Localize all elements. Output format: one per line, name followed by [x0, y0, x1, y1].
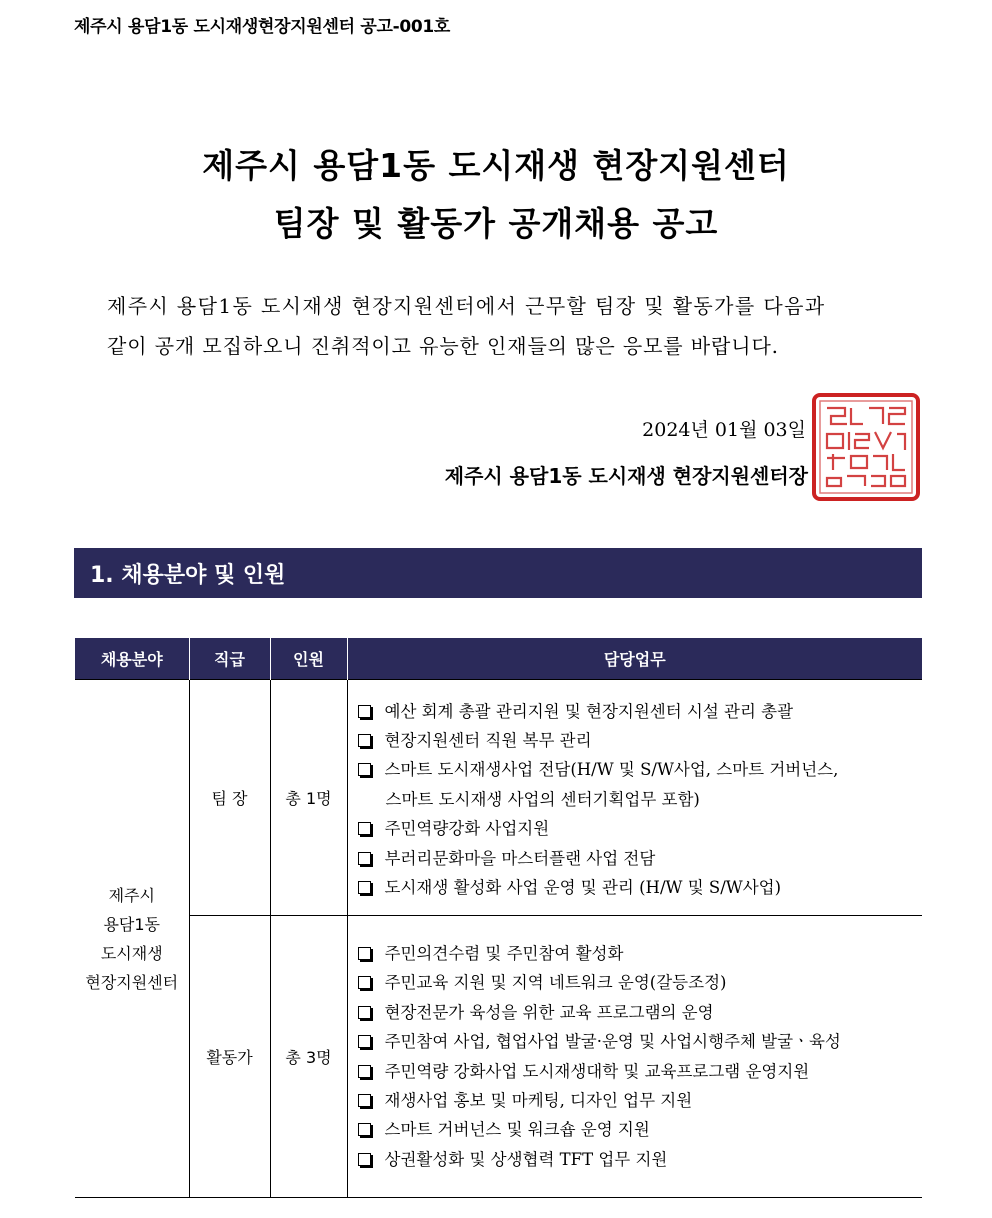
list-item: 주민참여 사업, 협업사업 발굴·운영 및 사업시행주체 발굴ㆍ육성 — [358, 1027, 923, 1056]
header-rank: 직급 — [189, 638, 270, 680]
list-item: 주민역량강화 사업지원 — [358, 814, 923, 843]
table-row-team-leader — [75, 680, 922, 916]
checkbox-bullet-icon — [358, 976, 371, 989]
list-item: 스마트 거버넌스 및 워크숍 운영 지원 — [358, 1115, 923, 1144]
checkbox-bullet-icon — [358, 1035, 371, 1048]
list-item: 스마트 도시재생사업 전담(H/W 및 S/W사업, 스마트 거버넌스, — [358, 755, 923, 784]
checkbox-bullet-icon — [358, 822, 371, 835]
list-item: 주민교육 지원 및 지역 네트워크 운영(갈등조정) — [358, 968, 923, 997]
checkbox-bullet-icon — [358, 1153, 371, 1166]
table-header-row — [75, 638, 922, 680]
list-item: 상권활성화 및 상생협력 TFT 업무 지원 — [358, 1145, 923, 1174]
notice-date: 2024년 01월 03일 — [642, 419, 806, 441]
intro-line-2: 같이 공개 모집하오니 진취적이고 유능한 인재들의 많은 응모를 바랍니다. — [107, 334, 779, 358]
list-item: 부러리문화마을 마스터플랜 사업 전담 — [358, 844, 923, 873]
list-item: 도시재생 활성화 사업 운영 및 관리 (H/W 및 S/W사업) — [358, 873, 923, 902]
checkbox-bullet-icon — [358, 1094, 371, 1107]
duties-cell — [347, 680, 922, 916]
page-title-line-2: 팀장 및 활동가 공개채용 공고 — [273, 204, 719, 243]
header-duties: 담당업무 — [347, 638, 922, 680]
list-item: 예산 회계 총괄 관리지원 및 현장지원센터 시설 관리 총괄 — [358, 697, 923, 726]
document-number: 제주시 용담1동 도시재생현장지원센터 공고-001호 — [74, 17, 451, 37]
checkbox-bullet-icon — [358, 1123, 371, 1136]
table-row-activist — [75, 916, 922, 1198]
issuer-name: 제주시 용담1동 도시재생 현장지원센터장 — [444, 464, 808, 488]
recruitment-table — [75, 638, 922, 1198]
section-heading-recruitment: 1. 채용분야 및 인원 — [74, 548, 922, 598]
list-item: 재생사업 홍보 및 마케팅, 디자인 업무 지원 — [358, 1086, 923, 1115]
list-item-continuation: 스마트 도시재생 사업의 센터기획업무 포함) — [385, 789, 700, 809]
list-item: 주민의견수렴 및 주민참여 활성화 — [358, 939, 923, 968]
checkbox-bullet-icon — [358, 881, 371, 894]
checkbox-bullet-icon — [358, 947, 371, 960]
checkbox-bullet-icon — [358, 705, 371, 718]
list-item: 현장지원센터 직원 복무 관리 — [358, 726, 923, 755]
list-item: 현장전문가 육성을 위한 교육 프로그램의 운영 — [358, 998, 923, 1027]
checkbox-bullet-icon — [358, 763, 371, 776]
list-item: 주민역량 강화사업 도시재생대학 및 교육프로그램 운영지원 — [358, 1057, 923, 1086]
rank-cell: 팀 장 — [189, 680, 270, 916]
header-field: 채용분야 — [75, 638, 189, 680]
header-count: 인원 — [270, 638, 347, 680]
count-cell: 총 3명 — [270, 916, 347, 1198]
rank-cell: 활동가 — [189, 916, 270, 1198]
field-cell: 제주시 용담1동 도시재생 현장지원센터 — [75, 680, 189, 1198]
page-title-line-1: 제주시 용담1동 도시재생 현장지원센터 — [202, 146, 790, 185]
official-seal-stamp — [811, 392, 921, 502]
intro-line-1: 제주시 용담1동 도시재생 현장지원센터에서 근무할 팀장 및 활동가를 다음과 — [107, 294, 826, 318]
checkbox-bullet-icon — [358, 852, 371, 865]
checkbox-bullet-icon — [358, 1065, 371, 1078]
checkbox-bullet-icon — [358, 734, 371, 747]
count-cell: 총 1명 — [270, 680, 347, 916]
duties-cell — [347, 916, 922, 1198]
checkbox-bullet-icon — [358, 1006, 371, 1019]
